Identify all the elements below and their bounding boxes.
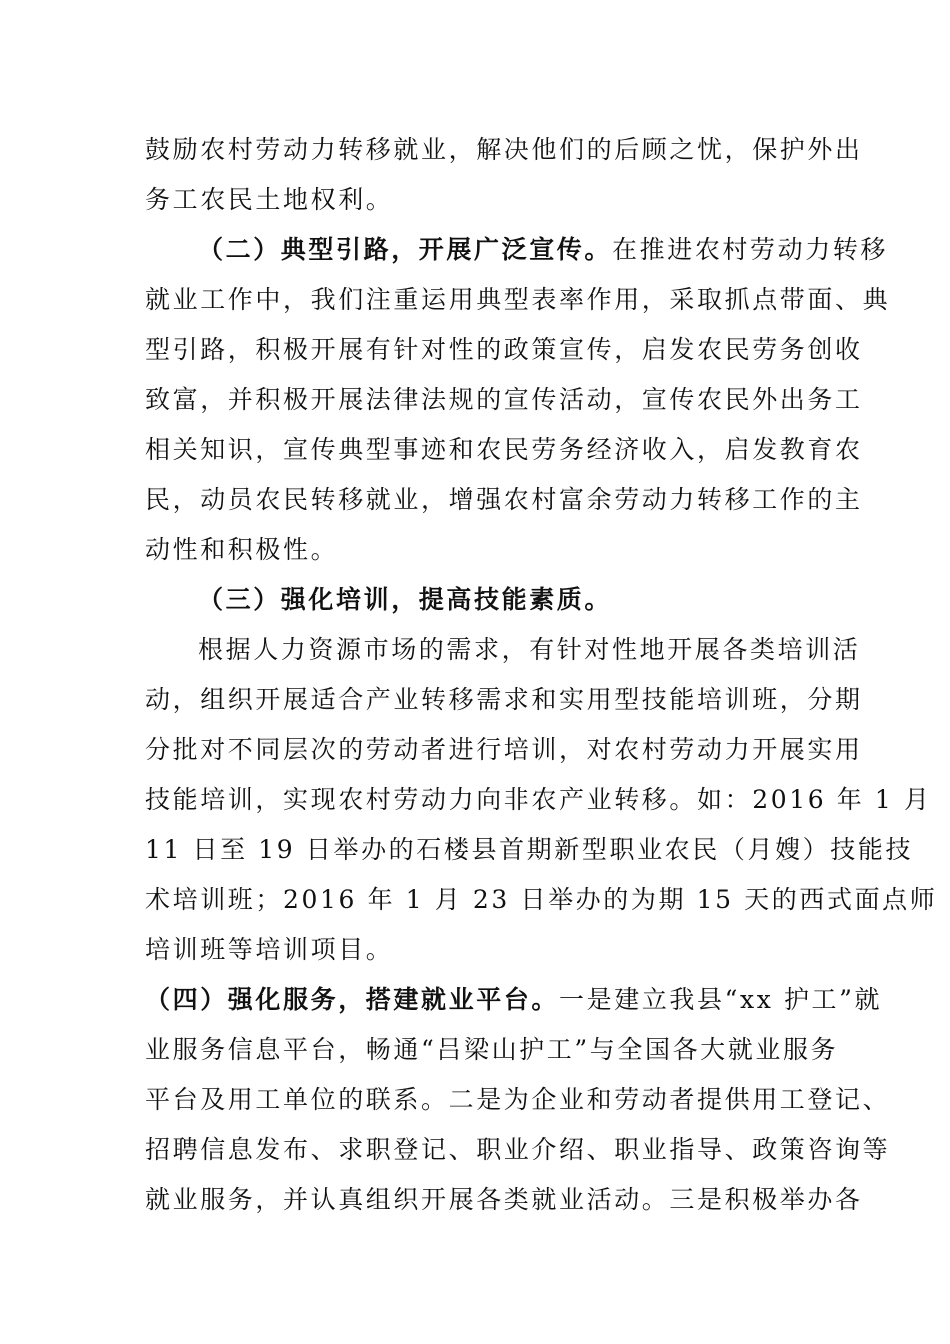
- paragraph-line: [145, 334, 863, 366]
- line-text: 技能培训，实现农村劳动力向非农产业转移。如：2016 年 1 月: [145, 785, 932, 814]
- paragraph-line: [145, 534, 338, 566]
- line-text: 根据人力资源市场的需求，有针对性地开展各类培训活: [198, 635, 861, 664]
- line-text: 平台及用工单位的联系。二是为企业和劳动者提供用工登记、: [145, 1085, 891, 1114]
- section-heading-line: [145, 984, 882, 1016]
- paragraph-line: [145, 1034, 838, 1066]
- paragraph-line: [145, 484, 863, 516]
- paragraph-line: [145, 134, 863, 166]
- line-text: 招聘信息发布、求职登记、职业介绍、职业指导、政策咨询等: [145, 1135, 891, 1164]
- line-text: 致富，并积极开展法律法规的宣传活动，宣传农民外出务工: [145, 385, 863, 414]
- line-text: 动性和积极性。: [145, 535, 339, 564]
- paragraph-line: [198, 634, 860, 666]
- paragraph-line: [145, 1184, 863, 1216]
- line-text: 务工农民土地权利。: [145, 185, 394, 214]
- line-text: 型引路，积极开展有针对性的政策宣传，启发农民劳务创收: [145, 335, 863, 364]
- line-text: 术培训班；2016 年 1 月 23 日举办的为期 15 天的西式面点师: [145, 885, 938, 914]
- line-text: 动，组织开展适合产业转移需求和实用型技能培训班，分期: [145, 685, 863, 714]
- line-text: 民，动员农民转移就业，增强农村富余劳动力转移工作的主: [145, 485, 863, 514]
- paragraph-line: [145, 684, 863, 716]
- paragraph-line: [145, 1134, 890, 1166]
- line-text: 一是建立我县“xx 护工”就: [559, 985, 883, 1014]
- paragraph-line: [145, 1084, 890, 1116]
- paragraph-line: [145, 184, 393, 216]
- paragraph-line: [145, 934, 393, 966]
- section-heading-line: [198, 234, 888, 266]
- line-text: 就业工作中，我们注重运用典型表率作用，采取抓点带面、典: [145, 285, 891, 314]
- line-text: 鼓励农村劳动力转移就业，解决他们的后顾之忧，保护外出: [145, 135, 863, 164]
- paragraph-line: [145, 284, 890, 316]
- paragraph-line: [145, 784, 932, 816]
- line-text: 相关知识，宣传典型事迹和农民劳务经济收入，启发教育农: [145, 435, 863, 464]
- line-text: 分批对不同层次的劳动者进行培训，对农村劳动力开展实用: [145, 735, 863, 764]
- section-heading: （二）典型引路，开展广泛宣传。: [198, 235, 613, 264]
- line-text: 就业服务，并认真组织开展各类就业活动。三是积极举办各: [145, 1185, 863, 1214]
- paragraph-line: [145, 384, 863, 416]
- line-text: 业服务信息平台，畅通“吕梁山护工”与全国各大就业服务: [145, 1035, 839, 1064]
- paragraph-line: [145, 884, 937, 916]
- line-text: 培训班等培训项目。: [145, 935, 394, 964]
- paragraph-line: [145, 834, 913, 866]
- section-heading: （四）强化服务，搭建就业平台。: [145, 985, 560, 1014]
- line-text: 在推进农村劳动力转移: [612, 235, 889, 264]
- section-heading: （三）强化培训，提高技能素质。: [198, 585, 613, 614]
- section-heading-line: [198, 584, 612, 616]
- paragraph-line: [145, 734, 863, 766]
- line-text: 11 日至 19 日举办的石楼县首期新型职业农民（月嫂）技能技: [145, 835, 914, 864]
- paragraph-line: [145, 434, 863, 466]
